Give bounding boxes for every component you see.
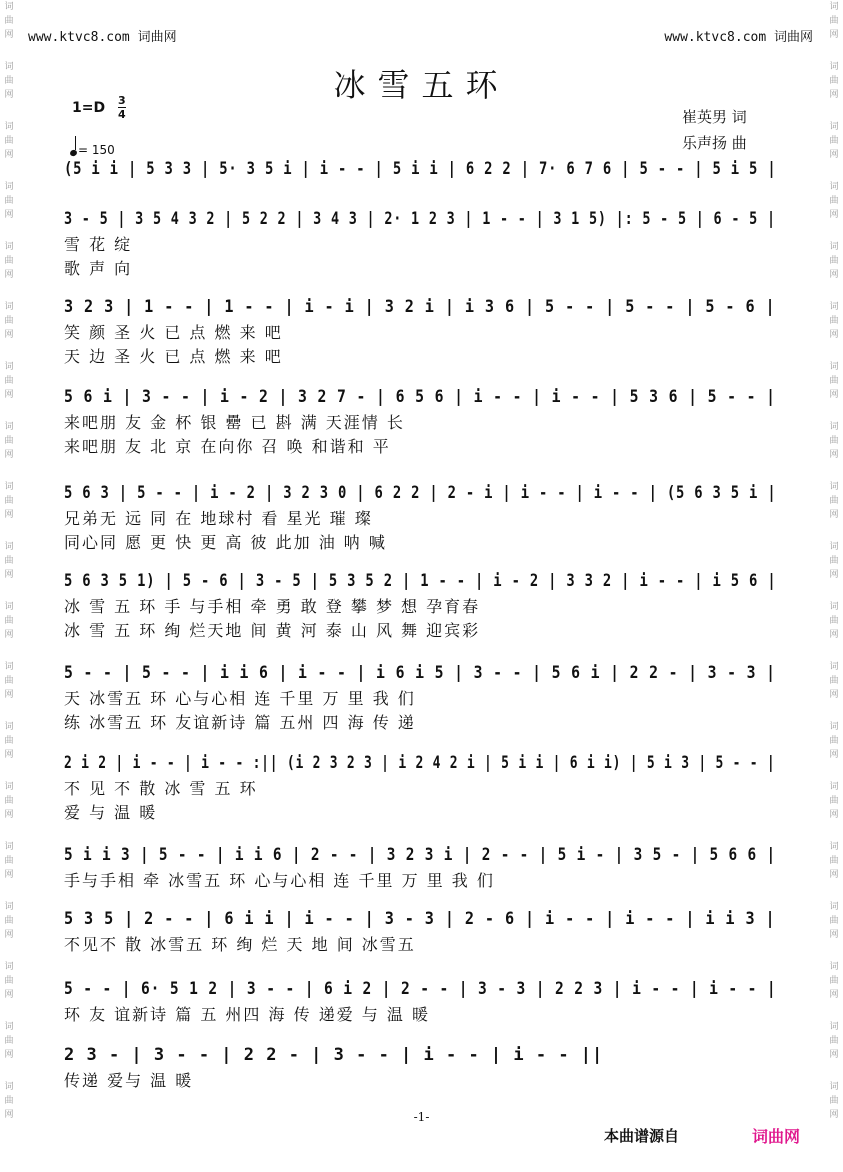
tempo-marking bbox=[70, 140, 115, 157]
watermark-char: 曲 bbox=[829, 436, 839, 446]
watermark-char: 词 bbox=[4, 422, 14, 432]
watermark-char: 词 bbox=[4, 362, 14, 372]
watermark-char: 词 bbox=[4, 602, 14, 612]
watermark-char: 网 bbox=[4, 750, 14, 760]
lyric-line: 冰 雪 五 环 手 与手相 牵 勇 敢 登 攀 梦 想 孕育春 bbox=[64, 597, 481, 616]
watermark-char: 词 bbox=[829, 602, 839, 612]
lyric-line: 雪 花 绽 bbox=[64, 235, 133, 254]
watermark-char: 词 bbox=[829, 302, 839, 312]
meter-top: 3 bbox=[118, 94, 126, 107]
watermark-char: 曲 bbox=[829, 796, 839, 806]
watermark-char: 曲 bbox=[829, 16, 839, 26]
watermark-char: 词 bbox=[829, 422, 839, 432]
watermark-char: 曲 bbox=[4, 1036, 14, 1046]
watermark-char: 网 bbox=[4, 150, 14, 160]
music-line: 5 6 i | 3 - - | i - 2 | 3 2 7 - | 6 5 6 | i - - | i - - | 5 3 6 | 5 - - | bbox=[64, 387, 776, 407]
lyricist-credit: 崔英男 词 bbox=[682, 108, 747, 126]
watermark-char: 网 bbox=[829, 630, 839, 640]
music-line: 2 i 2 | i - - | i - - :|| (i 2 3 2 3 | i 2 4 2 i | 5 i i | 6 i i) | 5 i 3 | 5 - - | bbox=[64, 753, 776, 773]
watermark-char: 网 bbox=[4, 1110, 14, 1120]
watermark-char: 词 bbox=[829, 662, 839, 672]
watermark-char: 曲 bbox=[829, 496, 839, 506]
watermark-char: 词 bbox=[4, 1022, 14, 1032]
watermark-char: 网 bbox=[829, 210, 839, 220]
side-watermark-right bbox=[827, 0, 841, 1172]
watermark-char: 网 bbox=[829, 1110, 839, 1120]
lyric-line: 练 冰雪五 环 友谊新诗 篇 五州 四 海 传 递 bbox=[64, 713, 416, 732]
watermark-char: 曲 bbox=[829, 736, 839, 746]
site-url-right: www.ktvc8.com 词曲网 bbox=[664, 30, 813, 45]
watermark-char: 曲 bbox=[4, 616, 14, 626]
watermark-char: 词 bbox=[829, 182, 839, 192]
watermark-char: 网 bbox=[829, 90, 839, 100]
song-title: 冰雪五环 bbox=[333, 66, 510, 104]
watermark-char: 词 bbox=[4, 1082, 14, 1092]
watermark-char: 曲 bbox=[4, 436, 14, 446]
watermark-char: 词 bbox=[829, 962, 839, 972]
watermark-char: 曲 bbox=[829, 316, 839, 326]
watermark-char: 词 bbox=[829, 2, 839, 12]
watermark-char: 曲 bbox=[829, 616, 839, 626]
watermark-char: 曲 bbox=[829, 76, 839, 86]
watermark-char: 网 bbox=[829, 30, 839, 40]
lyric-line: 同心同 愿 更 快 更 高 彼 此加 油 呐 喊 bbox=[64, 533, 387, 552]
music-line: 5 i i 3 | 5 - - | i i 6 | 2 - - | 3 2 3 i | 2 - - | 5 i - | 3 5 - | 5 6 6 | bbox=[64, 845, 777, 865]
source-label: 本曲谱源自 bbox=[604, 1127, 680, 1145]
site-url-left: www.ktvc8.com 词曲网 bbox=[28, 30, 177, 45]
watermark-char: 词 bbox=[829, 362, 839, 372]
watermark-char: 曲 bbox=[4, 556, 14, 566]
watermark-char: 曲 bbox=[4, 196, 14, 206]
tempo-value: = 150 bbox=[78, 143, 115, 157]
watermark-char: 曲 bbox=[829, 376, 839, 386]
watermark-char: 网 bbox=[829, 750, 839, 760]
lyric-line: 兄弟无 远 同 在 地球村 看 星光 璀 璨 bbox=[64, 509, 373, 528]
watermark-char: 词 bbox=[4, 122, 14, 132]
watermark-char: 词 bbox=[4, 722, 14, 732]
watermark-char: 网 bbox=[4, 630, 14, 640]
watermark-char: 词 bbox=[829, 1082, 839, 1092]
lyric-line: 手与手相 牵 冰雪五 环 心与心相 连 千里 万 里 我 们 bbox=[64, 871, 495, 890]
watermark-char: 曲 bbox=[829, 196, 839, 206]
watermark-char: 曲 bbox=[4, 856, 14, 866]
watermark-char: 网 bbox=[829, 150, 839, 160]
watermark-char: 网 bbox=[4, 270, 14, 280]
watermark-char: 词 bbox=[4, 782, 14, 792]
quarter-note-icon bbox=[69, 149, 78, 157]
source-brand: 词曲网 bbox=[752, 1127, 801, 1146]
watermark-char: 网 bbox=[829, 270, 839, 280]
watermark-char: 曲 bbox=[829, 556, 839, 566]
watermark-char: 词 bbox=[4, 842, 14, 852]
watermark-char: 词 bbox=[829, 242, 839, 252]
watermark-char: 网 bbox=[829, 1050, 839, 1060]
watermark-char: 网 bbox=[829, 870, 839, 880]
watermark-char: 词 bbox=[4, 662, 14, 672]
lyric-line: 不 见 不 散 冰 雪 五 环 bbox=[64, 779, 258, 798]
music-line: 3 - 5 | 3 5 4 3 2 | 5 2 2 | 3 4 3 | 2· 1 2 3 | 1 - - | 3 1 5) |: 5 - 5 | 6 - 5 | bbox=[64, 209, 776, 229]
watermark-char: 网 bbox=[829, 330, 839, 340]
watermark-char: 曲 bbox=[4, 256, 14, 266]
key-signature: 1=D bbox=[72, 100, 106, 116]
lyric-line: 笑 颜 圣 火 已 点 燃 来 吧 bbox=[64, 323, 283, 342]
watermark-char: 曲 bbox=[4, 676, 14, 686]
watermark-char: 网 bbox=[829, 510, 839, 520]
music-line: 5 6 3 | 5 - - | i - 2 | 3 2 3 0 | 6 2 2 | 2 - i | i - - | i - - | (5 6 3 5 i | bbox=[64, 483, 777, 503]
watermark-char: 曲 bbox=[829, 676, 839, 686]
watermark-char: 网 bbox=[4, 450, 14, 460]
watermark-char: 网 bbox=[4, 870, 14, 880]
lyric-line: 冰 雪 五 环 绚 烂天地 间 黄 河 泰 山 风 舞 迎宾彩 bbox=[64, 621, 481, 640]
watermark-char: 词 bbox=[829, 842, 839, 852]
watermark-char: 曲 bbox=[4, 496, 14, 506]
music-line: 5 6 3 5 1) | 5 - 6 | 3 - 5 | 5 3 5 2 | 1 - - | i - 2 | 3 3 2 | i - - | i 5 6 | bbox=[64, 571, 777, 591]
watermark-char: 词 bbox=[829, 782, 839, 792]
lyric-line: 天 边 圣 火 已 点 燃 来 吧 bbox=[64, 347, 283, 366]
lyric-line: 传递 爱与 温 暖 bbox=[64, 1071, 194, 1090]
music-line: 5 - - | 6· 5 1 2 | 3 - - | 6 i 2 | 2 - - | 3 - 3 | 2 2 3 | i - - | i - - | bbox=[64, 979, 777, 999]
watermark-char: 词 bbox=[4, 902, 14, 912]
lyric-line: 不见不 散 冰雪五 环 绚 烂 天 地 间 冰雪五 bbox=[64, 935, 416, 954]
lyric-line: 环 友 谊新诗 篇 五 州四 海 传 递爱 与 温 暖 bbox=[64, 1005, 430, 1024]
watermark-char: 曲 bbox=[829, 856, 839, 866]
watermark-char: 曲 bbox=[829, 256, 839, 266]
music-line: (5 i i | 5 3 3 | 5· 3 5 i | i - - | 5 i i | 6 2 2 | 7· 6 7 6 | 5 - - | 5 i 5 | bbox=[64, 159, 777, 179]
watermark-char: 网 bbox=[4, 90, 14, 100]
watermark-char: 网 bbox=[4, 810, 14, 820]
watermark-char: 网 bbox=[4, 570, 14, 580]
watermark-char: 词 bbox=[4, 482, 14, 492]
watermark-char: 曲 bbox=[4, 976, 14, 986]
watermark-char: 曲 bbox=[4, 796, 14, 806]
lyric-line: 爱 与 温 暖 bbox=[64, 803, 158, 822]
watermark-char: 网 bbox=[829, 810, 839, 820]
watermark-char: 词 bbox=[829, 482, 839, 492]
watermark-char: 曲 bbox=[4, 736, 14, 746]
watermark-char: 词 bbox=[829, 722, 839, 732]
watermark-char: 网 bbox=[4, 930, 14, 940]
watermark-char: 曲 bbox=[4, 16, 14, 26]
lyric-line: 来吧朋 友 北 京 在向你 召 唤 和谐和 平 bbox=[64, 437, 391, 456]
watermark-char: 网 bbox=[4, 510, 14, 520]
watermark-char: 网 bbox=[4, 30, 14, 40]
watermark-char: 曲 bbox=[4, 76, 14, 86]
watermark-char: 曲 bbox=[829, 1036, 839, 1046]
time-signature bbox=[118, 95, 126, 120]
watermark-char: 网 bbox=[4, 990, 14, 1000]
watermark-char: 曲 bbox=[829, 916, 839, 926]
watermark-char: 曲 bbox=[829, 976, 839, 986]
watermark-char: 词 bbox=[4, 2, 14, 12]
lyric-line: 来吧朋 友 金 杯 银 罍 已 斟 满 天涯情 长 bbox=[64, 413, 405, 432]
watermark-char: 词 bbox=[4, 302, 14, 312]
watermark-char: 网 bbox=[829, 570, 839, 580]
watermark-char: 词 bbox=[829, 902, 839, 912]
watermark-char: 曲 bbox=[4, 916, 14, 926]
watermark-char: 网 bbox=[829, 450, 839, 460]
music-line: 5 - - | 5 - - | i i 6 | i - - | i 6 i 5 | 3 - - | 5 6 i | 2 2 - | 3 - 3 | bbox=[64, 663, 776, 683]
side-watermark-left bbox=[2, 0, 16, 1172]
watermark-char: 网 bbox=[4, 330, 14, 340]
watermark-char: 网 bbox=[4, 210, 14, 220]
watermark-char: 词 bbox=[4, 962, 14, 972]
watermark-char: 网 bbox=[4, 1050, 14, 1060]
watermark-char: 词 bbox=[829, 62, 839, 72]
composer-credit: 乐声扬 曲 bbox=[682, 134, 747, 152]
watermark-char: 曲 bbox=[829, 1096, 839, 1106]
watermark-char: 词 bbox=[829, 122, 839, 132]
watermark-char: 词 bbox=[829, 542, 839, 552]
watermark-char: 网 bbox=[4, 690, 14, 700]
watermark-char: 曲 bbox=[4, 376, 14, 386]
watermark-char: 词 bbox=[4, 242, 14, 252]
watermark-char: 曲 bbox=[829, 136, 839, 146]
lyric-line: 歌 声 向 bbox=[64, 259, 133, 278]
watermark-char: 网 bbox=[829, 930, 839, 940]
watermark-char: 词 bbox=[4, 542, 14, 552]
watermark-char: 曲 bbox=[4, 136, 14, 146]
watermark-char: 曲 bbox=[4, 1096, 14, 1106]
music-line: 3 2 3 | 1 - - | 1 - - | i - i | 3 2 i | i 3 6 | 5 - - | 5 - - | 5 - 6 | bbox=[64, 297, 776, 317]
watermark-char: 网 bbox=[829, 690, 839, 700]
meter-bottom: 4 bbox=[118, 108, 126, 121]
watermark-char: 网 bbox=[4, 390, 14, 400]
music-line: 2 3 - | 3 - - | 2 2 - | 3 - - | i - - | i - - || bbox=[64, 1045, 604, 1065]
watermark-char: 网 bbox=[829, 390, 839, 400]
watermark-char: 网 bbox=[829, 990, 839, 1000]
watermark-char: 词 bbox=[829, 1022, 839, 1032]
page-number: -1- bbox=[413, 1110, 430, 1124]
watermark-char: 曲 bbox=[4, 316, 14, 326]
lyric-line: 天 冰雪五 环 心与心相 连 千里 万 里 我 们 bbox=[64, 689, 416, 708]
watermark-char: 词 bbox=[4, 62, 14, 72]
music-line: 5 3 5 | 2 - - | 6 i i | i - - | 3 - 3 | 2 - 6 | i - - | i - - | i i 3 | bbox=[64, 909, 776, 929]
watermark-char: 词 bbox=[4, 182, 14, 192]
